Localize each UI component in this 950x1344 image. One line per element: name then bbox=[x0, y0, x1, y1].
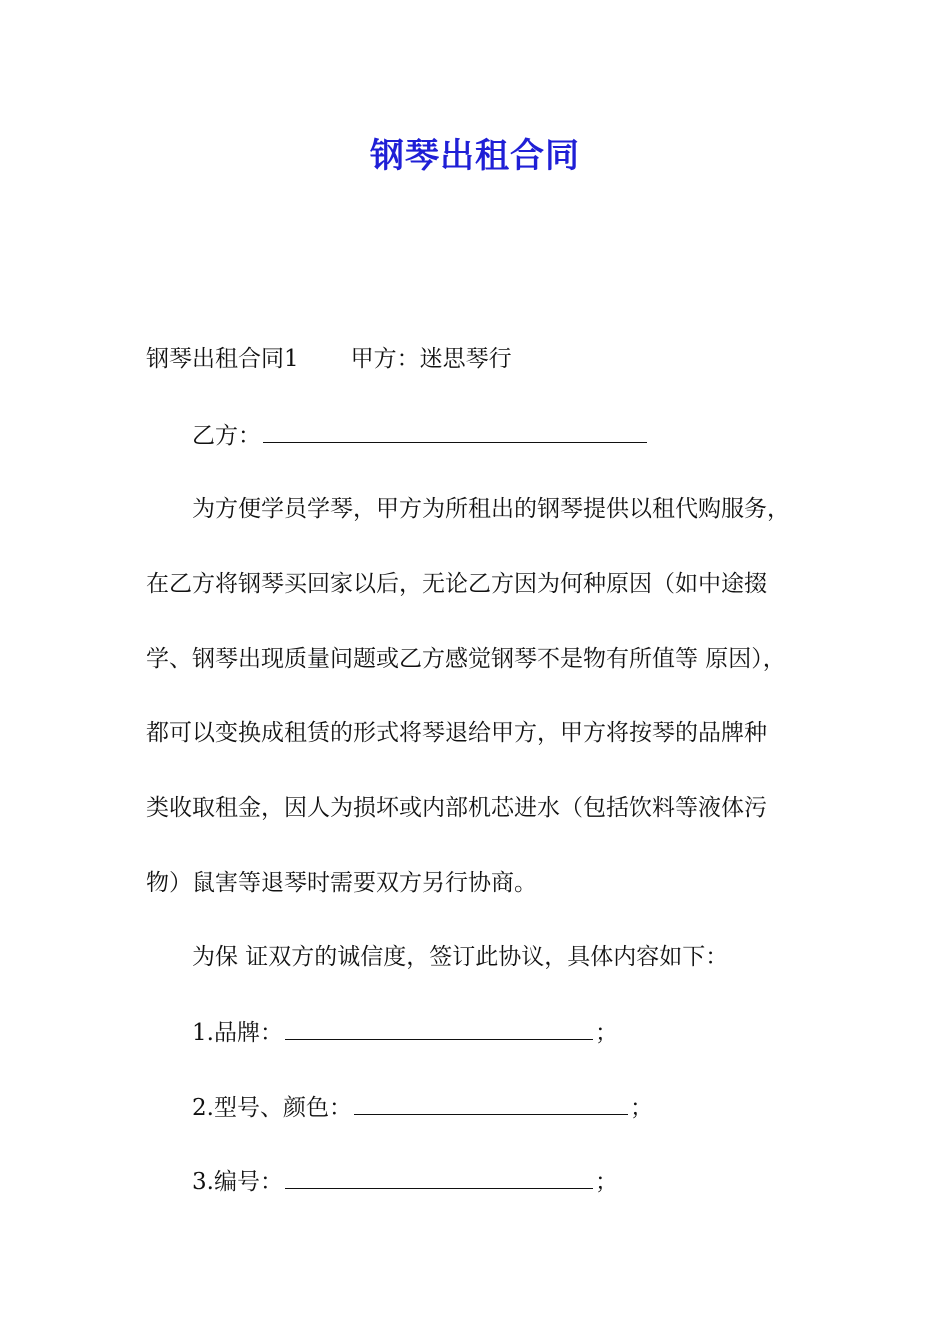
item-suffix: ； bbox=[594, 1020, 618, 1046]
contract-label: 钢琴出租合同1 bbox=[146, 346, 299, 372]
item-suffix: ； bbox=[629, 1095, 653, 1121]
model-color-blank[interactable] bbox=[354, 1092, 628, 1115]
party-b-line bbox=[192, 420, 649, 451]
brand-blank[interactable] bbox=[285, 1017, 593, 1040]
item-model-color bbox=[192, 1092, 653, 1123]
paragraph-line: 学、钢琴出现质量问题或乙方感觉钢琴不是物有所值等 原因）， bbox=[146, 646, 786, 672]
item-label: 3.编号： bbox=[192, 1169, 283, 1195]
paragraph-line: 为方便学员学琴，甲方为所租出的钢琴提供以租代购服务， bbox=[192, 496, 790, 522]
heading-line bbox=[146, 344, 512, 374]
item-brand bbox=[192, 1017, 618, 1048]
party-b-label: 乙方： bbox=[192, 423, 261, 449]
item-serial-number bbox=[192, 1166, 618, 1197]
item-suffix: ； bbox=[594, 1169, 618, 1195]
agreement-intro: 为保 证双方的诚信度，签订此协议，具体内容如下： bbox=[192, 944, 729, 970]
paragraph-line: 类收取租金，因人为损坏或内部机芯进水（包括饮料等液体污 bbox=[146, 795, 767, 821]
paragraph-line: 物）鼠害等退琴时需要双方另行协商。 bbox=[146, 870, 537, 896]
item-label: 2.型号、颜色： bbox=[192, 1095, 352, 1121]
party-b-blank[interactable] bbox=[263, 420, 647, 443]
item-label: 1.品牌： bbox=[192, 1020, 283, 1046]
paragraph-line: 在乙方将钢琴买回家以后，无论乙方因为何种原因（如中途掇 bbox=[146, 571, 767, 597]
serial-number-blank[interactable] bbox=[285, 1166, 593, 1189]
paragraph-line: 都可以变换成租赁的形式将琴退给甲方，甲方将按琴的品牌种 bbox=[146, 720, 767, 746]
document-title: 钢琴出租合同 bbox=[370, 136, 580, 176]
party-a-text: 甲方：迷思琴行 bbox=[350, 346, 512, 372]
